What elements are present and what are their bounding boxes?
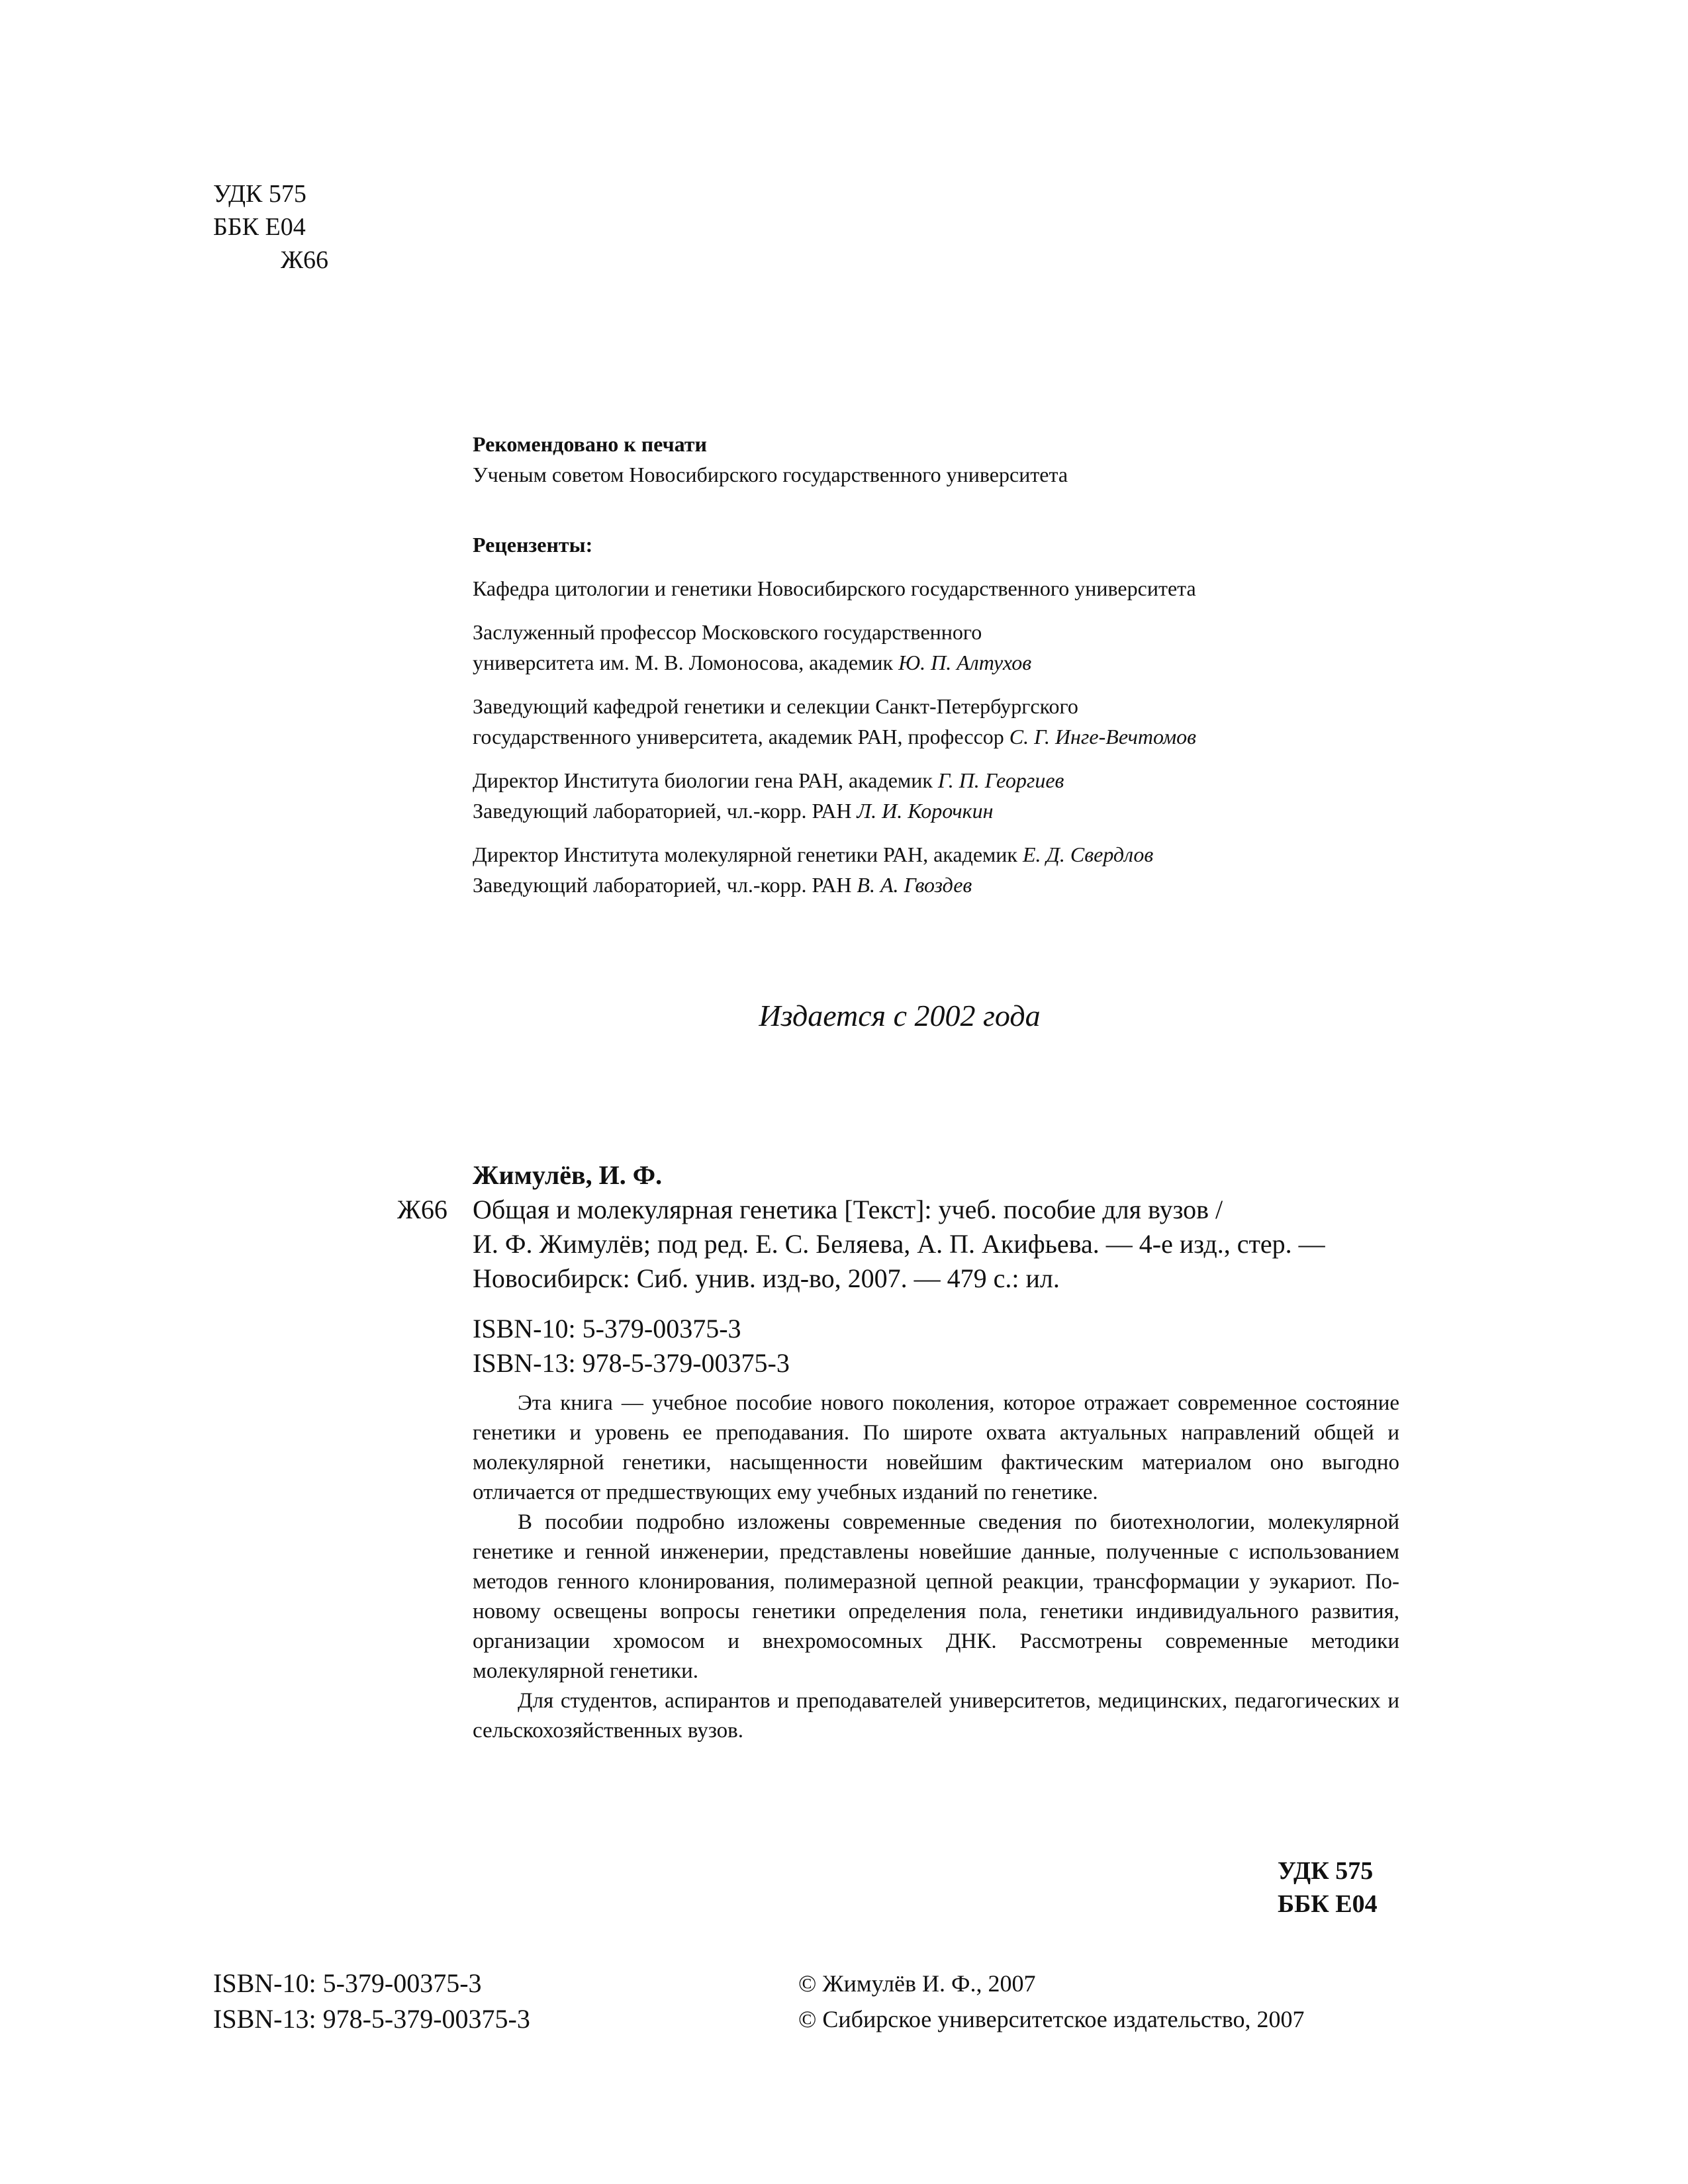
recommendation-title: Рекомендовано к печати: [473, 432, 707, 456]
reviewer-5-position: Заведующий лабораторией, чл.-корр. РАН: [473, 873, 857, 897]
reviewer-2-name: Ю. П. Алтухов: [898, 651, 1032, 674]
reviewer-4-line2: [473, 796, 1196, 826]
author-mark: Ж66: [281, 246, 329, 274]
bbk-bottom-code: ББК Е04: [1278, 1890, 1378, 1918]
bibliographic-record: [397, 1158, 1417, 1381]
record-isbn13: ISBN-13: 978-5-379-00375-3: [473, 1348, 790, 1378]
record-row: [397, 1193, 1417, 1227]
annotation-paragraph-3: Для студентов, аспирантов и преподавателей университетов, медицинских, педагогических и сельскохозяйственных вузов.: [473, 1689, 1399, 1743]
reviewer-2-line1: Заслуженный профессор Московского государственного: [473, 620, 982, 644]
reviewer-3-line1: Заведующий кафедрой генетики и селекции Санкт-Петербургского: [473, 694, 1078, 718]
copyright-author: © Жимулёв И. Ф., 2007: [798, 1970, 1036, 1997]
reviewer-4: [473, 765, 1196, 826]
reviewer-5-name1: Е. Д. Свердлов: [1022, 842, 1154, 866]
record-line2: И. Ф. Жимулёв; под ред. Е. С. Беляева, А. П. Акифьева. — 4-е изд., стер. —: [473, 1229, 1325, 1259]
record-author: Жимулёв, И. Ф.: [473, 1160, 663, 1190]
isbn13-bottom: ISBN-13: 978-5-379-00375-3: [213, 2004, 530, 2034]
recommendation-text: Ученым советом Новосибирского государственного университета: [473, 463, 1068, 486]
record-code: Ж66: [397, 1195, 447, 1224]
reviewer-3-affiliation: государственного университета, академик РАН, профессор: [473, 725, 1009, 749]
reviewer-2-line2: [473, 647, 1196, 678]
record-isbn10: ISBN-10: 5-379-00375-3: [473, 1314, 741, 1343]
udk-top-block: [213, 177, 328, 277]
udk-bottom-block: [1278, 1854, 1378, 1921]
reviewer-4-line1: [473, 765, 1196, 796]
record-line3: Новосибирск: Сиб. унив. изд-во, 2007. — 479 с.: ил.: [473, 1263, 1060, 1293]
isbn10-bottom: ISBN-10: 5-379-00375-3: [213, 1968, 482, 1998]
record-isbn: [397, 1312, 1417, 1381]
reviewer-5-line2: [473, 870, 1196, 900]
reviewer-2-affiliation: университета им. М. В. Ломоносова, академик: [473, 651, 899, 674]
bbk-code: ББК Е04: [213, 213, 306, 241]
reviewer-4-name1: Г. П. Георгиев: [937, 768, 1064, 792]
reviewer-5-line1: [473, 839, 1196, 870]
reviewer-3: [473, 691, 1196, 752]
reviewer-4-position: Заведующий лабораторией, чл.-корр. РАН: [473, 799, 857, 823]
isbn-bottom-block: [213, 1966, 530, 2037]
copyright-publisher: © Сибирское университетское издательство, 2007: [798, 2006, 1305, 2032]
published-since: [0, 998, 1688, 1033]
udk-code: УДК 575: [213, 180, 306, 208]
reviewer-5-name2: В. А. Гвоздев: [857, 873, 972, 897]
reviewer-2: [473, 617, 1196, 678]
reviewer-1: [473, 573, 1196, 604]
reviewer-4-name2: Л. И. Корочкин: [857, 799, 994, 823]
annotation-paragraph-2: В пособии подробно изложены современные сведения по биотехнологии, молекулярной генетике и генной инженерии, представлены новейшие данные, полученные с использованием методов генного клонирования, полимеразной цепной реакции, трансформации у эукариот. По-новому освещены вопросы генетики определения пола, генетики индивидуального развития, организации хромосом и внехромосомных ДНК. Рассмотрены современные методики молекулярной генетики.: [473, 1510, 1399, 1683]
reviewers-block: [473, 529, 1196, 900]
reviewer-3-line2: [473, 721, 1196, 752]
record-line1: Общая и молекулярная генетика [Текст]: учеб. пособие для вузов /: [473, 1195, 1223, 1224]
annotation: [473, 1388, 1399, 1746]
udk-bottom-code: УДК 575: [1278, 1857, 1374, 1885]
reviewer-4-affiliation: Директор Института биологии гена РАН, академик: [473, 768, 938, 792]
published-since-text: Издается с 2002 года: [759, 999, 1041, 1032]
reviewer-1-text: Кафедра цитологии и генетики Новосибирского государственного университета: [473, 576, 1196, 600]
reviewer-3-name: С. Г. Инге-Вечтомов: [1009, 725, 1197, 749]
reviewer-5: [473, 839, 1196, 900]
annotation-paragraph-1: Эта книга — учебное пособие нового поколения, которое отражает современное состояние генетики и уровень ее преподавания. По широте охвата актуальных направлений общей и молекулярной генетики, насыщенности новейшим фактическим материалом оно выгодно отличается от предшествующих ему учебных изданий по генетике.: [473, 1391, 1399, 1504]
recommendation-block: [473, 429, 1068, 490]
copyright-block: [798, 1966, 1305, 2037]
reviewer-5-affiliation: Директор Института молекулярной генетики РАН, академик: [473, 842, 1023, 866]
reviewers-title: Рецензенты:: [473, 533, 593, 557]
